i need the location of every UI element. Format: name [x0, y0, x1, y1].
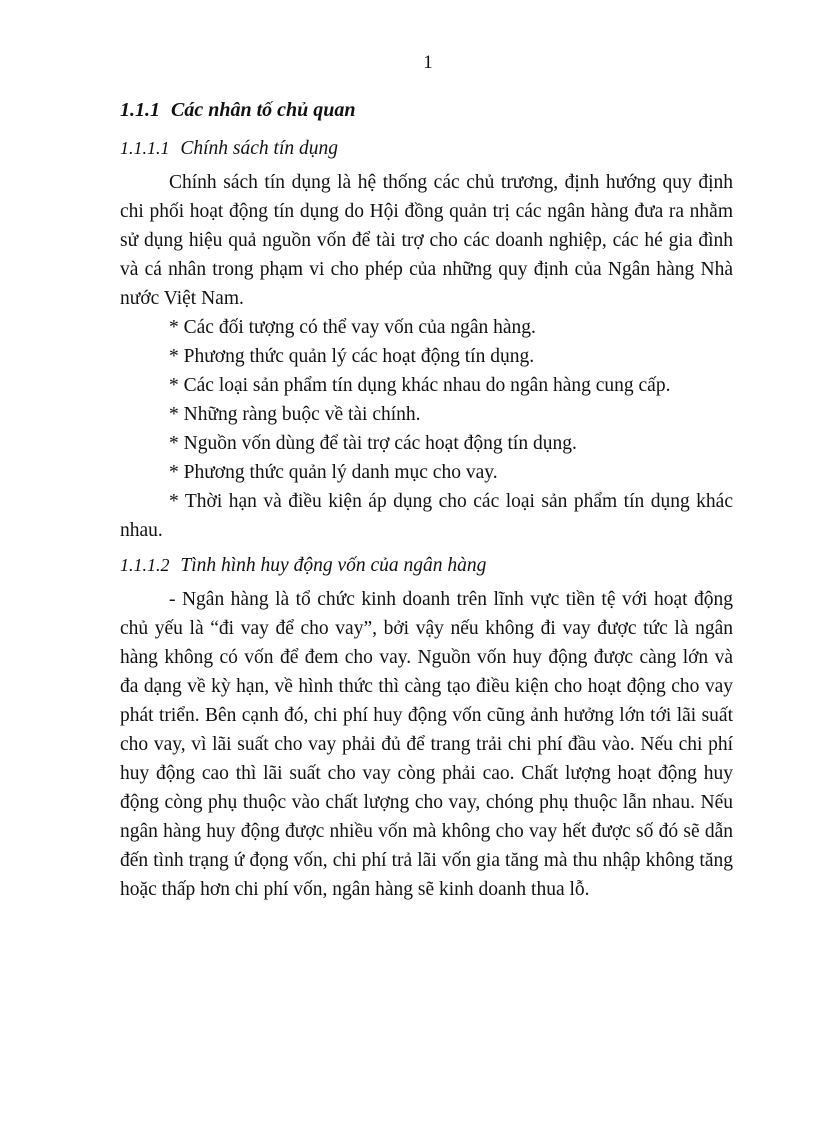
subsection-heading-2 — [120, 551, 733, 581]
list-item: * Phương thức quản lý danh mục cho vay. — [169, 462, 498, 483]
list-item: * Thời hạn và điều kiện áp dụng cho các loại sản phẩm tín dụng khác nhau. — [120, 491, 733, 541]
list-item: * Những ràng buộc về tài chính. — [169, 404, 421, 425]
list-item: * Nguồn vốn dùng để tài trợ các hoạt động tín dụng. — [169, 433, 577, 454]
page-content — [120, 96, 733, 904]
paragraph-credit-policy: Chính sách tín dụng là hệ thống các chủ trương, định hướng quy định chi phối hoạt động tín dụng do Hội đồng quản trị các ngân hàng đưa ra nhằm sử dụng hiệu quả nguồn vốn để tài trợ cho các doanh nghiệp, các hé gia đình và cá nhân trong phạm vi cho phép của những quy định của Ngân hàng Nhà nước Việt Nam. — [120, 172, 733, 309]
section-title: Các nhân tố chủ quan — [171, 99, 356, 121]
paragraph-capital-mobilization: - Ngân hàng là tổ chức kinh doanh trên lĩnh vực tiền tệ với hoạt động chủ yếu là “đi vay để cho vay”, bởi vậy nếu không đi vay được tức là ngân hàng không có vốn để đem cho vay. Nguồn vốn huy động được càng lớn và đa dạng về kỳ hạn, về hình thức thì càng tạo điều kiện cho hoạt động cho vay phát triển. Bên cạnh đó, chi phí huy động vốn cũng ảnh hưởng lớn tới lãi suất cho vay, vì lãi suất cho vay phải đủ để trang trải chi phí đầu vào. Nếu chi phí huy động cao thì lãi suất cho vay còng phải cao. Chất lượng hoạt động huy động còng phụ thuộc vào chất lượng cho vay, chóng phụ thuộc lẫn nhau. Nếu ngân hàng huy động được nhiều vốn mà không cho vay hết được số đó sẽ dẫn đến tình trạng ứ đọng vốn, chi phí trả lãi vốn gia tăng mà thu nhập không tăng hoặc thấp hơn chi phí vốn, ngân hàng sẽ kinh doanh thua lỗ. — [120, 589, 733, 900]
section-heading — [120, 96, 733, 126]
section-number: 1.1.1 — [120, 99, 160, 121]
subsection-heading-1 — [120, 134, 733, 164]
subsection-title-1: Chính sách tín dụng — [180, 138, 339, 159]
list-item: * Các đối tượng có thể vay vốn của ngân hàng. — [169, 317, 536, 338]
list-item: * Phương thức quản lý các hoạt động tín dụng. — [169, 346, 535, 367]
subsection-number-2: 1.1.1.2 — [120, 555, 170, 575]
subsection-number-1: 1.1.1.1 — [120, 138, 170, 158]
page-number: 1 — [423, 52, 433, 73]
list-item: * Các loại sản phẩm tín dụng khác nhau do ngân hàng cung cấp. — [169, 375, 671, 396]
subsection-title-2: Tình hình huy động vốn của ngân hàng — [180, 555, 487, 576]
